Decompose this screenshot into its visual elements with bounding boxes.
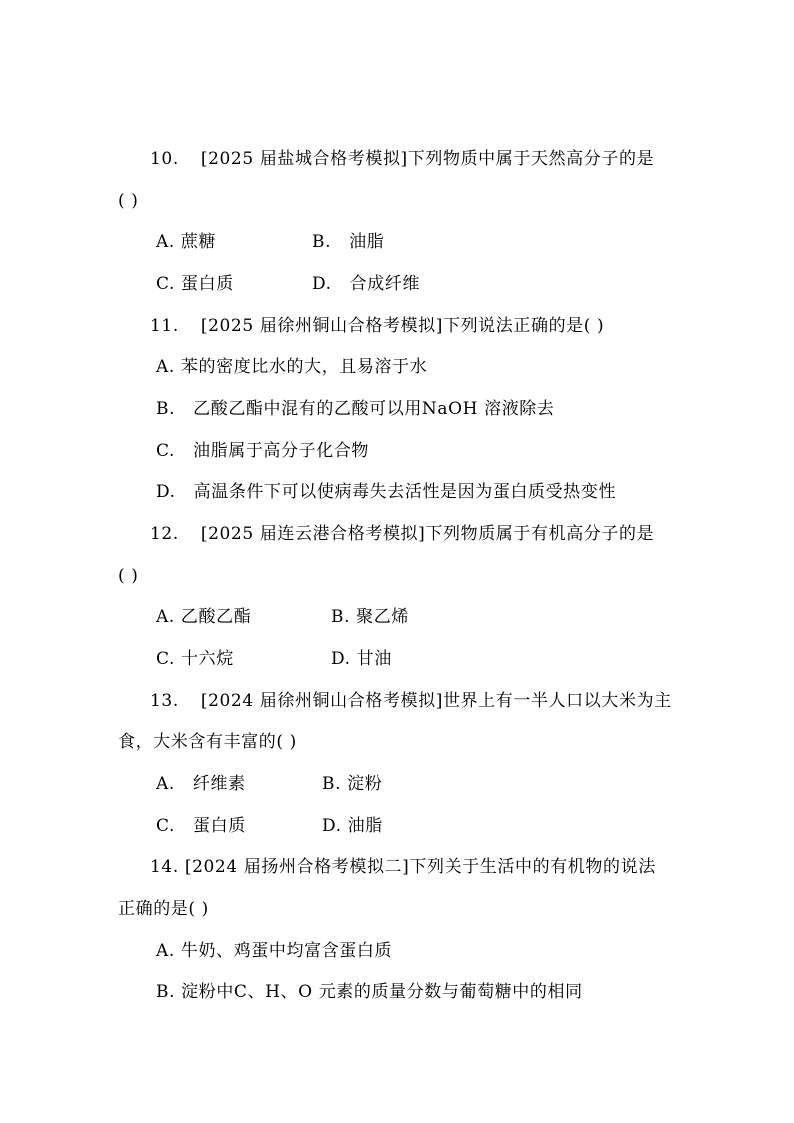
question-number: 13. bbox=[150, 691, 179, 711]
question-number: 11. bbox=[150, 316, 179, 336]
option-a: A. 蔗糖 bbox=[156, 232, 217, 252]
question-12-stem bbox=[150, 523, 654, 545]
question-10-stem bbox=[150, 148, 654, 170]
answer-blank: ( ) bbox=[118, 566, 139, 586]
answer-blank: ( ) bbox=[118, 191, 139, 211]
option-b: B. 淀粉 bbox=[322, 774, 383, 794]
option-a: A. 纤维素 bbox=[156, 774, 246, 794]
question-source: [2024 届徐州铜山合格考模拟] bbox=[200, 691, 443, 711]
question-number: 14. bbox=[150, 857, 179, 877]
option-c: C. 十六烷 bbox=[156, 649, 234, 669]
question-number: 12. bbox=[150, 524, 179, 544]
question-source: [2025 届盐城合格考模拟] bbox=[200, 149, 408, 169]
question-source: [2025 届徐州铜山合格考模拟] bbox=[200, 316, 443, 336]
question-11-option-b: B. 乙酸乙酯中混有的乙酸可以用NaOH 溶液除去 bbox=[156, 399, 555, 419]
question-text: 下列关于生活中的有机物的说法 bbox=[409, 857, 656, 877]
option-b: B. 油脂 bbox=[312, 232, 385, 252]
question-14-option-a: A. 牛奶、鸡蛋中均富含蛋白质 bbox=[156, 941, 393, 961]
question-text: 下列说法正确的是 bbox=[442, 316, 584, 336]
question-text: 下列物质属于有机高分子的是 bbox=[425, 524, 655, 544]
question-text: 下列物质中属于天然高分子的是 bbox=[407, 149, 655, 169]
option-b: B. 聚乙烯 bbox=[331, 607, 409, 627]
question-12-answer-paren bbox=[118, 565, 138, 587]
question-14-option-b: B. 淀粉中C、H、O 元素的质量分数与葡萄糖中的相同 bbox=[156, 982, 583, 1002]
question-number: 10. bbox=[150, 149, 179, 169]
option-c: C. 蛋白质 bbox=[156, 816, 246, 836]
question-11-option-d: D. 高温条件下可以使病毒失去活性是因为蛋白质受热变性 bbox=[156, 482, 617, 502]
option-c: C. 蛋白质 bbox=[156, 274, 234, 294]
question-11-stem bbox=[150, 315, 604, 337]
option-d: D. 合成纤维 bbox=[312, 274, 421, 294]
answer-blank: ( ) bbox=[583, 316, 605, 336]
option-d: D. 甘油 bbox=[331, 649, 392, 669]
question-14-stem-continued bbox=[118, 898, 209, 920]
answer-blank: ( ) bbox=[276, 732, 297, 752]
answer-blank: ( ) bbox=[188, 899, 209, 919]
option-a: A. 乙酸乙酯 bbox=[156, 607, 252, 627]
question-13-stem-continued bbox=[118, 731, 297, 753]
question-10-answer-paren bbox=[118, 190, 138, 212]
question-text-continued: 正确的是 bbox=[118, 899, 189, 919]
question-text: 世界上有一半人口以大米为主 bbox=[442, 691, 672, 711]
option-d: D. 油脂 bbox=[322, 816, 383, 836]
question-source: [2024 届扬州合格考模拟二] bbox=[184, 857, 410, 877]
question-11-option-c: C. 油脂属于高分子化合物 bbox=[156, 441, 370, 461]
question-11-option-a: A. 苯的密度比水的大，且易溶于水 bbox=[156, 357, 428, 377]
question-13-stem bbox=[150, 690, 672, 712]
question-source: [2025 届连云港合格考模拟] bbox=[200, 524, 426, 544]
question-text-continued: 食，大米含有丰富的 bbox=[118, 732, 277, 752]
question-14-stem bbox=[150, 856, 656, 878]
